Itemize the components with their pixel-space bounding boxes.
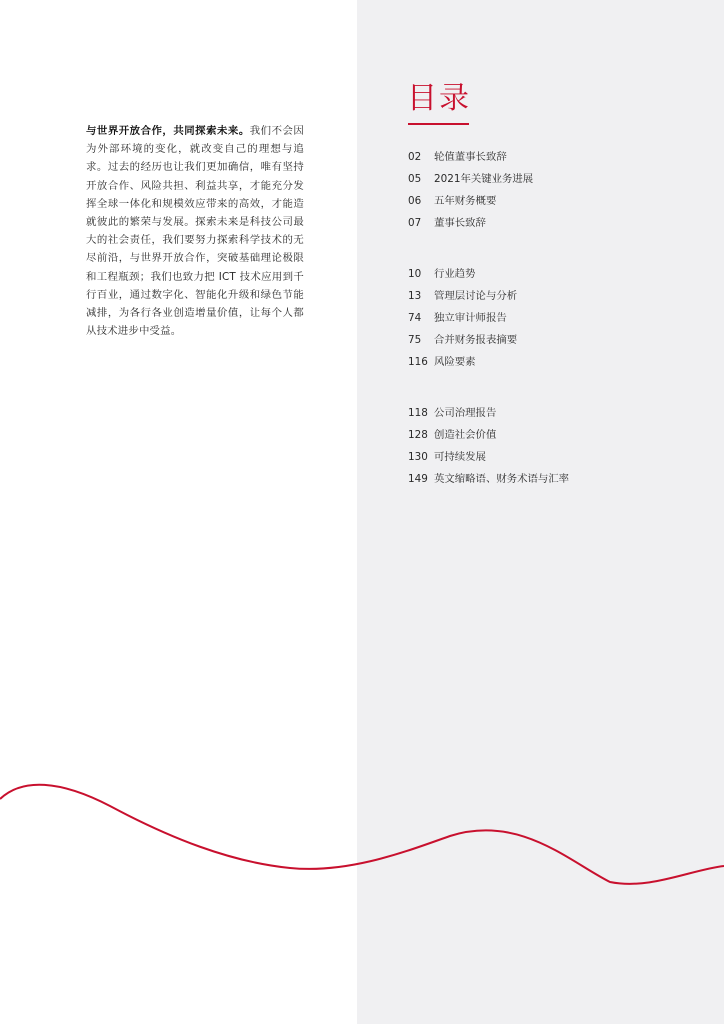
- toc-group-3: [408, 402, 569, 490]
- intro-paragraph: [86, 122, 304, 340]
- toc-item[interactable]: [408, 168, 533, 190]
- toc-page-number: 128: [408, 429, 428, 441]
- toc-item[interactable]: [408, 263, 517, 285]
- toc-page-number: 13: [408, 290, 422, 302]
- toc-item[interactable]: [408, 329, 517, 351]
- toc-page-number: 118: [408, 407, 428, 419]
- toc-page-number: 130: [408, 451, 428, 463]
- toc-item[interactable]: [408, 212, 533, 234]
- toc-page-number: 07: [408, 217, 422, 229]
- intro-body: 我们不会因为外部环境的变化，就改变自己的理想与追求。过去的经历也让我们更加确信，唯有坚持开放合作、风险共担、利益共享，才能充分发挥全球一体化和规模效应带来的高效，才能造就彼此的繁荣与发展。探索未来是科技公司最大的社会责任，我们要努力探索科学技术的无尽前沿，与世界开放合作，突破基础理论极限和工程瓶颈；我们也致力把 ICT 技术应用到千行百业，通过数字化、智能化升级和绿色节能减排，为各行各业创造增量价值，让每个人都从技术进步中受益。: [86, 125, 305, 338]
- toc-title: 目录: [407, 81, 471, 116]
- toc-page-number: 10: [408, 268, 422, 280]
- toc-entry-label: 可持续发展: [434, 451, 486, 463]
- toc-title-underline: [408, 123, 469, 125]
- toc-item[interactable]: [408, 307, 517, 329]
- toc-entry-label: 公司治理报告: [434, 407, 497, 419]
- toc-item[interactable]: [408, 146, 533, 168]
- toc-page-number: 02: [408, 151, 422, 163]
- toc-entry-label: 管理层讨论与分析: [434, 290, 518, 302]
- toc-item[interactable]: [408, 446, 569, 468]
- toc-entry-label: 独立审计师报告: [434, 312, 507, 324]
- toc-entry-label: 2021年关键业务进展: [434, 173, 534, 185]
- toc-group-2: [408, 263, 517, 373]
- toc-entry-label: 轮值董事长致辞: [434, 151, 507, 163]
- toc-entry-label: 董事长致辞: [434, 217, 486, 229]
- toc-entry-label: 创造社会价值: [434, 429, 497, 441]
- toc-entry-label: 行业趋势: [434, 268, 476, 280]
- toc-page-number: 06: [408, 195, 422, 207]
- toc-item[interactable]: [408, 285, 517, 307]
- toc-entry-label: 五年财务概要: [434, 195, 497, 207]
- toc-item[interactable]: [408, 190, 533, 212]
- toc-page-number: 116: [408, 356, 428, 368]
- toc-page-number: 149: [408, 473, 428, 485]
- intro-lead: 与世界开放合作，共同探索未来。: [86, 125, 250, 137]
- toc-page-number: 75: [408, 334, 422, 346]
- toc-entry-label: 英文缩略语、财务术语与汇率: [434, 473, 570, 485]
- decorative-wave-line: [0, 770, 724, 900]
- toc-group-1: [408, 146, 533, 234]
- toc-page-number: 05: [408, 173, 422, 185]
- toc-item[interactable]: [408, 402, 569, 424]
- toc-item[interactable]: [408, 468, 569, 490]
- toc-item[interactable]: [408, 351, 517, 373]
- toc-item[interactable]: [408, 424, 569, 446]
- toc-page-number: 74: [408, 312, 422, 324]
- toc-entry-label: 合并财务报表摘要: [434, 334, 518, 346]
- toc-entry-label: 风险要素: [434, 356, 476, 368]
